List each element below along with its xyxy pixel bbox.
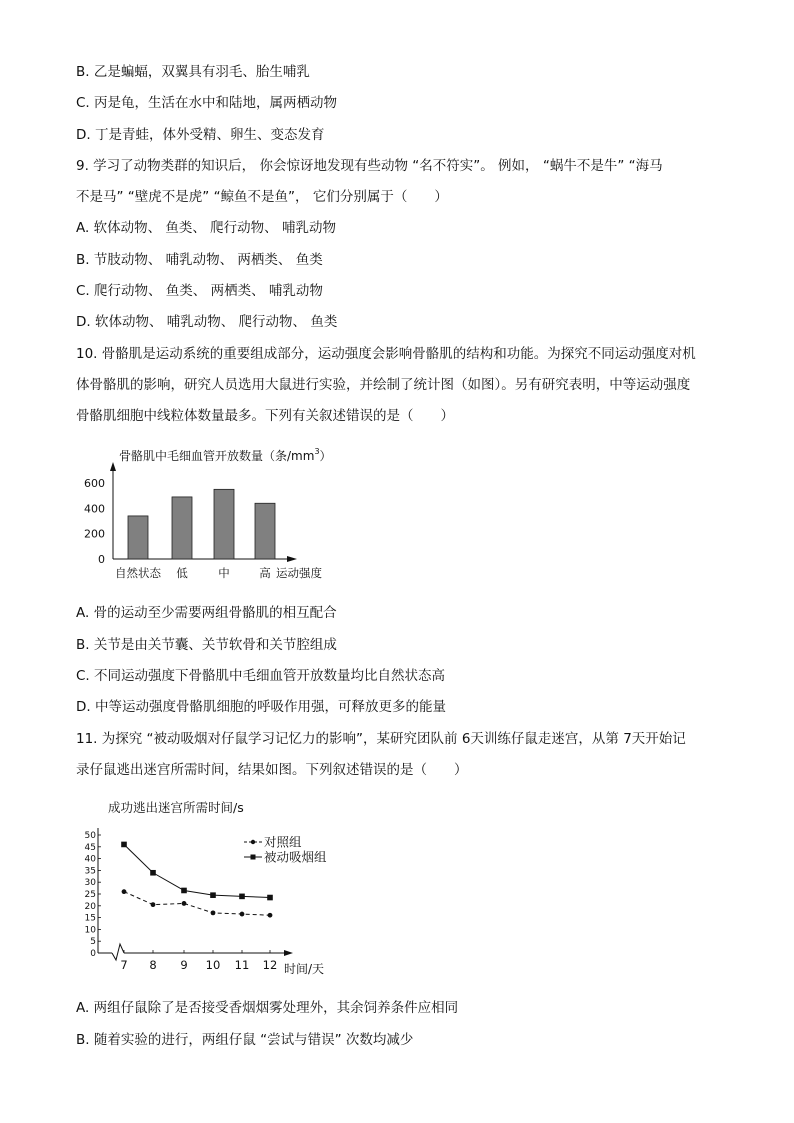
series-2-point-2: [150, 870, 156, 876]
series-1-point-3: [182, 901, 187, 906]
bar-chart-y-tick-label: 0: [98, 553, 105, 566]
line-chart-x-label: 时间/天: [284, 962, 325, 976]
line-chart-x-tick-label: 7: [120, 958, 128, 972]
line-chart-x-tick-label: 9: [180, 958, 188, 972]
q9-option-b: B. 节肢动物、 哺乳动物、 两栖类、 鱼类: [76, 252, 323, 268]
line-chart-x-tick-label: 11: [234, 958, 250, 972]
series-2-point-3: [181, 888, 187, 894]
series-2-point-1: [121, 842, 127, 848]
series-2-point-4: [210, 892, 216, 898]
bar-chart-y-tick-label: 200: [84, 527, 105, 541]
q10-stem-line-1: 10. 骨骼肌是运动系统的重要组成部分，运动强度会影响骨骼肌的结构和功能。为探究不同运动强度对机: [76, 346, 696, 362]
bar-chart-category-label: 中: [218, 566, 230, 580]
bar-chart-category-label: 高: [259, 566, 271, 580]
q9-stem-line-2: 不是马” “壁虎不是虎” “鲸鱼不是鱼”， 它们分别属于（ ）: [76, 189, 448, 205]
q10-option-d: D. 中等运动强度骨骼肌细胞的呼吸作用强，可释放更多的能量: [76, 699, 446, 715]
series-line-2: [124, 844, 270, 897]
q8-option-b: B. 乙是蝙蝠，双翼具有羽毛、胎生哺乳: [76, 64, 310, 80]
bar-chart-y-tick-label: 600: [84, 477, 105, 490]
series-1-point-1: [122, 889, 127, 894]
line-chart-y-tick-label: 5: [90, 937, 96, 948]
q10-stem-line-3: 骨骼肌细胞中线粒体数量最多。下列有关叙述错误的是（ ）: [76, 408, 454, 424]
bar-chart-category-label: 自然状态: [115, 566, 161, 580]
line-chart-title: 成功逃出迷宫所需时间/s: [108, 800, 244, 815]
line-chart-y-tick-label: 25: [84, 890, 96, 900]
line-chart-x-tick-label: 8: [149, 958, 157, 972]
line-chart-y-tick-label: 10: [84, 925, 96, 936]
legend-label-2: 被动吸烟组: [264, 849, 327, 865]
q10-option-c: C. 不同运动强度下骨骼肌中毛细血管开放数量均比自然状态高: [76, 668, 446, 684]
q8-option-c: C. 丙是龟，生活在水中和陆地，属两栖动物: [76, 95, 338, 111]
legend-label-1: 对照组: [264, 834, 302, 850]
line-chart-y-tick-label: 20: [84, 901, 96, 912]
series-2-point-6: [267, 895, 273, 901]
line-chart-y-tick-label: 30: [84, 878, 96, 889]
q11-stem-line-2: 录仔鼠逃出迷宫所需时间，结果如图。下列叙述错误的是（ ）: [76, 762, 468, 778]
q10-option-b: B. 关节是由关节囊、关节软骨和关节腔组成: [76, 637, 337, 653]
q9-option-a: A. 软体动物、 鱼类、 爬行动物、 哺乳动物: [76, 220, 336, 236]
line-chart-y-tick-label: 35: [84, 866, 96, 877]
bar-chart-title: 骨骼肌中毛细血管开放数量（条$/mm^3$）: [119, 447, 332, 463]
series-1-point-6: [268, 913, 273, 918]
q8-option-d: D. 丁是青蛙，体外受精、卵生、变态发育: [76, 127, 325, 143]
line-chart-y-tick-label: 45: [84, 842, 96, 853]
bar-chart-y-tick-label: 400: [84, 502, 105, 516]
line-chart-x-arrow: [284, 950, 293, 956]
q11-option-a: A. 两组仔鼠除了是否接受香烟烟雾处理外，其余饲养条件应相同: [76, 1000, 459, 1016]
line-chart-y-tick-label: 15: [84, 913, 96, 924]
line-chart-x-tick-label: 10: [205, 958, 221, 972]
bar-chart-x-label: 运动强度: [276, 566, 322, 580]
series-1-point-2: [151, 902, 156, 907]
q9-option-c: C. 爬行动物、 鱼类、 两栖类、 哺乳动物: [76, 283, 323, 299]
line-chart-x-tick-label: 12: [262, 958, 278, 972]
q9-stem-line-1: 9. 学习了动物类群的知识后， 你会惊讶地发现有些动物 “名不符实”。 例如， “蜗牛不是牛” “海马: [76, 158, 663, 174]
series-line-1: [124, 892, 270, 916]
series-1-point-5: [240, 912, 245, 917]
line-chart-y-tick-label: 40: [84, 854, 96, 865]
line-chart-y-tick-label: 0: [90, 949, 96, 959]
series-1-point-4: [211, 910, 216, 915]
bar-chart-category-label: 低: [176, 566, 188, 580]
q11-stem-line-1: 11. 为探究 “被动吸烟对仔鼠学习记忆力的影响”，某研究团队前 6天训练仔鼠走迷宫，从第 7天开始记: [76, 731, 686, 747]
q10-option-a: A. 骨的运动至少需要两组骨骼肌的相互配合: [76, 605, 337, 621]
series-2-point-5: [239, 894, 245, 900]
legend-marker-1: [251, 840, 255, 844]
legend-marker-2: [251, 855, 256, 860]
q11-option-b: B. 随着实验的进行，两组仔鼠 “尝试与错误” 次数均减少: [76, 1032, 414, 1048]
line-chart-y-tick-label: 50: [84, 831, 96, 841]
q9-option-d: D. 软体动物、 哺乳动物、 爬行动物、 鱼类: [76, 314, 338, 330]
q10-stem-line-2: 体骨骼肌的影响，研究人员选用大鼠进行实验，并绘制了统计图（如图）。另有研究表明，中等运动强度: [76, 377, 691, 393]
